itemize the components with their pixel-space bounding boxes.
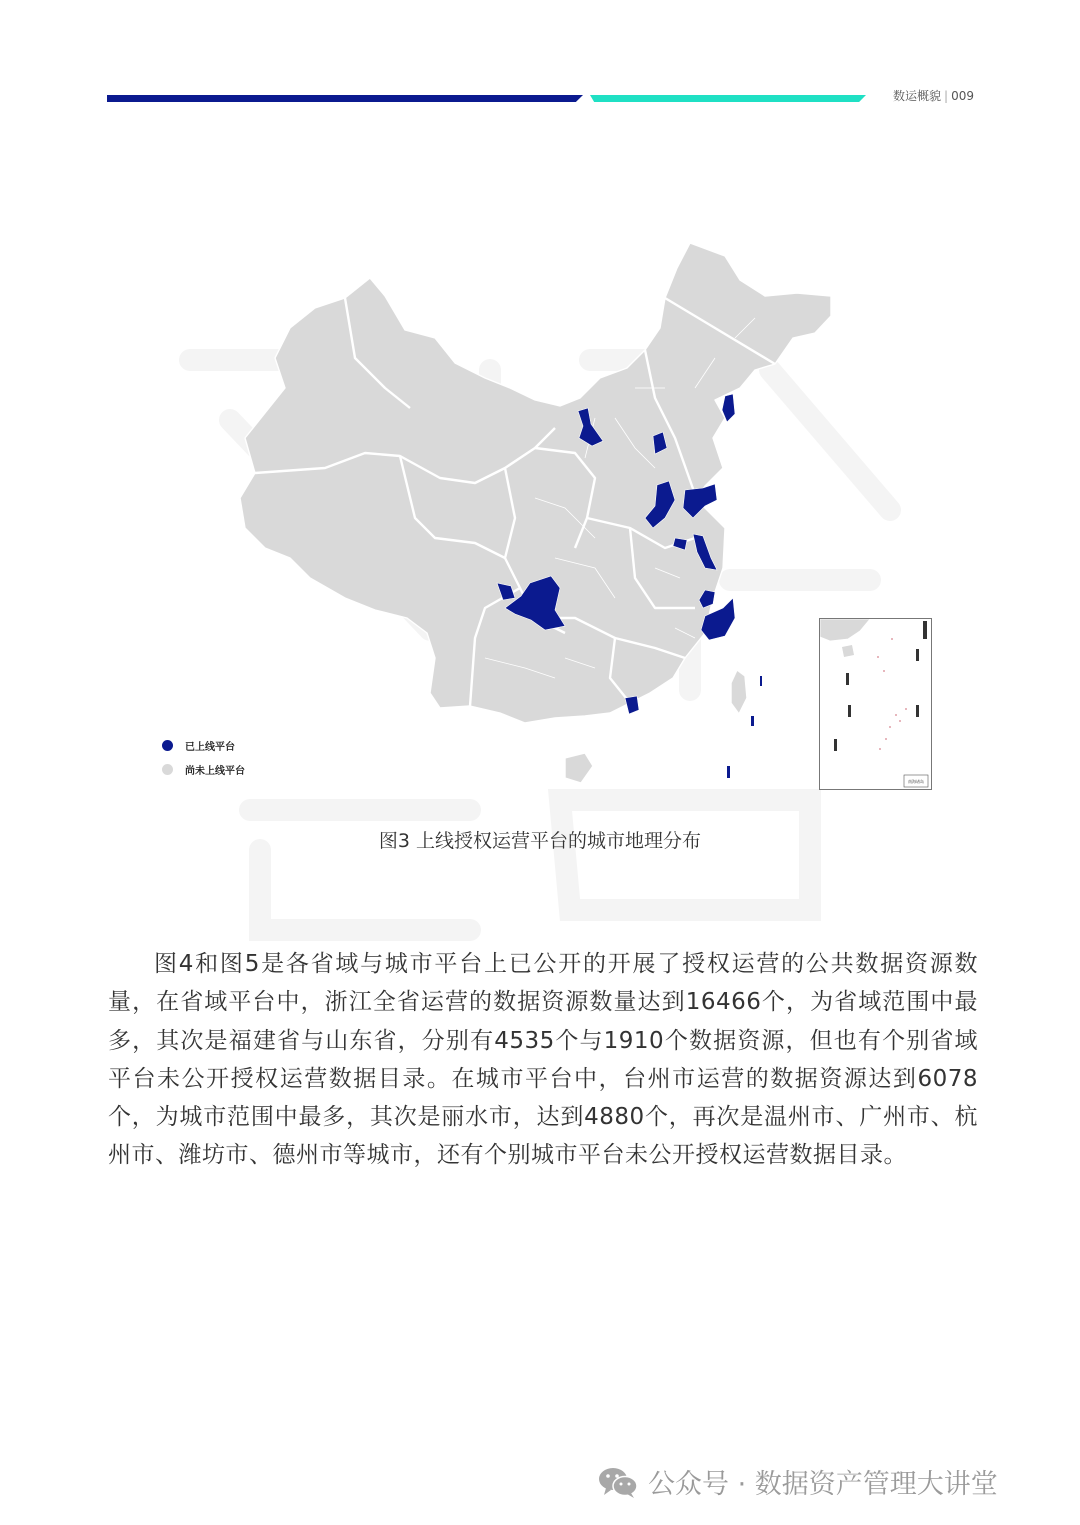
map-hainan <box>565 753 593 783</box>
map-legend <box>162 733 245 781</box>
header-bar-navy <box>107 95 583 102</box>
legend-label-not-online: 尚未上线平台 <box>185 765 245 777</box>
map-land <box>240 243 831 783</box>
wechat-icon <box>598 1465 638 1499</box>
legend-label-online: 已上线平台 <box>185 741 235 753</box>
footer-source <box>598 1462 998 1501</box>
body-paragraph: 图4和图5是各省域与城市平台上已公开的开展了授权运营的公共数据资源数量，在省域平台中，浙江全省运营的数据资源数量达到16466个，为省域范围中最多，其次是福建省与山东省，分别有4535个与1910个数据资源，但也有个别省域平台未公开授权运营数据目录。在城市平台中，台州市运营的数据资源达到6078个，为城市范围中最多，其次是丽水市，达到4880个，再次是温州市、广州市、杭州市、潍坊市、德州市等城市，还有个别城市平台未公开授权运营数据目录。 <box>108 951 978 1169</box>
map-mainland <box>240 243 831 723</box>
online-dot-icon <box>162 740 173 751</box>
map-taiwan <box>731 670 747 714</box>
not-online-dot-icon <box>162 764 173 775</box>
page-number: 009 <box>951 89 974 103</box>
south-china-sea-inset <box>819 618 932 790</box>
running-header: 数运概貌 | 009 <box>893 89 974 103</box>
legend-item-not-online <box>162 757 245 781</box>
legend-item-online <box>162 733 245 757</box>
region-guangzhou <box>625 696 639 714</box>
china-map <box>235 238 845 788</box>
header-bar-teal <box>590 95 866 102</box>
section-title: 数运概貌 <box>893 89 942 103</box>
figure-caption: 图3 上线授权运营平台的城市地理分布 <box>378 830 702 852</box>
inset-label: 南海诸岛 <box>908 779 924 784</box>
inset-map <box>820 619 931 789</box>
footer-source-text: 公众号 · 数据资产管理大讲堂 <box>648 1469 998 1500</box>
